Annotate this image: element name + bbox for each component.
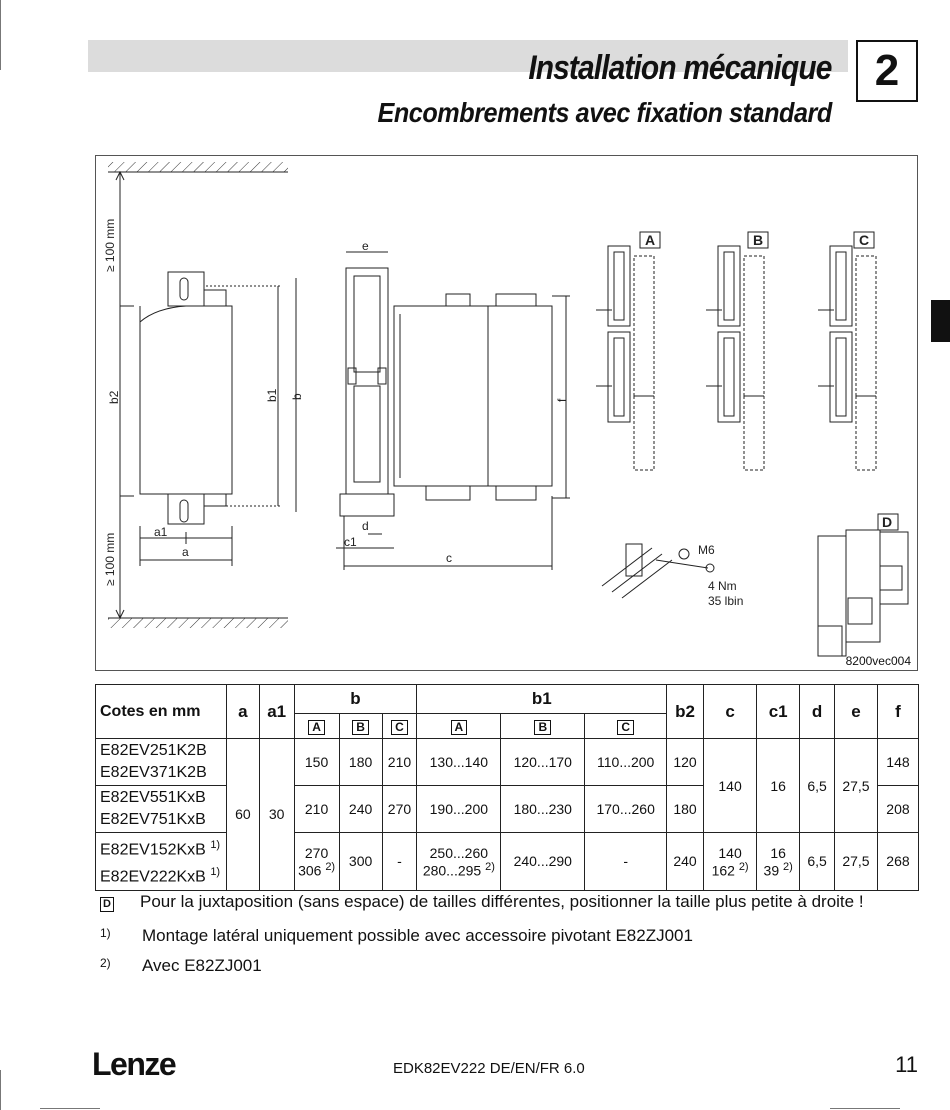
- cell-e: 27,5: [834, 739, 877, 833]
- cell-c1: 16 39 $^{2)}$: [757, 833, 800, 891]
- note-mark: 1): [100, 926, 111, 940]
- dim-e-label: e: [362, 239, 369, 253]
- model-name: E82EV371K2B: [100, 764, 207, 781]
- table-row: [96, 833, 919, 891]
- cell-b-C: 270: [382, 786, 417, 833]
- model-name: E82EV152KxB $^{1)}$: [100, 839, 221, 859]
- note-mark: 2): [100, 956, 111, 970]
- note-1: [100, 926, 693, 946]
- mounting-bracket-front: [346, 268, 388, 494]
- cell-b-B: 240: [339, 786, 382, 833]
- cell-c1: 16: [757, 739, 800, 833]
- table-header-row: [96, 685, 919, 714]
- variant-badge: B: [534, 720, 551, 735]
- variant-cell: [417, 714, 501, 739]
- col-header-c1: c1: [757, 685, 800, 739]
- col-header-b: b: [294, 685, 417, 714]
- document-id: EDK82EV222 DE/EN/FR 6.0: [393, 1060, 585, 1077]
- cell-b1-C: 110...200: [585, 739, 667, 786]
- cell-e: 27,5: [834, 833, 877, 891]
- clearance-bottom-label: ≥ 100 mm: [103, 532, 117, 586]
- juxtaposition-D: [818, 530, 908, 656]
- torque-lbin-label: 35 lbin: [708, 594, 744, 608]
- cell-b-B: 180: [339, 739, 382, 786]
- clip-detail-A: [596, 246, 654, 470]
- brand-logo: Lenze: [92, 1046, 176, 1082]
- cell-b1-B: 240...290: [501, 833, 585, 891]
- dim-d-label: d: [362, 519, 369, 533]
- page-title: Installation mécanique: [528, 49, 832, 87]
- cell-b2: 120: [667, 739, 704, 786]
- variant-cell: [585, 714, 667, 739]
- device-side-outline: [140, 306, 232, 494]
- variant-badge: C: [391, 720, 408, 735]
- dim-c-label: c: [446, 551, 452, 565]
- cell-b1-A: 130...140: [417, 739, 501, 786]
- dim-b1-label: b1: [265, 388, 279, 402]
- dim-a-label: a: [182, 545, 189, 559]
- cell-b-B: 300: [339, 833, 382, 891]
- col-header-a1: a1: [259, 685, 294, 739]
- figure-reference: 8200vec004: [845, 654, 911, 668]
- ceiling-hatch: [108, 162, 288, 172]
- cell-b-C: 210: [382, 739, 417, 786]
- variant-badge: A: [308, 720, 325, 735]
- label-C: C: [859, 232, 870, 248]
- model-name: E82EV751KxB: [100, 811, 206, 828]
- clip-detail-C: [818, 246, 876, 470]
- col-header-e: e: [834, 685, 877, 739]
- model-name: E82EV551KxB: [100, 789, 206, 806]
- dim-c1-label: c1: [344, 535, 357, 549]
- note-2: [100, 956, 262, 976]
- cell-b-A: 270 306 $^{2)}$: [294, 833, 339, 891]
- cell-b1-C: -: [585, 833, 667, 891]
- dim-b2-label: b2: [107, 390, 121, 404]
- cell-b1-C: 170...260: [585, 786, 667, 833]
- label-D: D: [882, 514, 893, 530]
- crop-mark: [0, 0, 1, 70]
- col-header-a: a: [227, 685, 260, 739]
- col-header-b1: b1: [417, 685, 667, 714]
- model-cell: [96, 786, 227, 833]
- cell-c: 140: [703, 739, 756, 833]
- label-A: A: [645, 232, 656, 248]
- cell-b-A: 150: [294, 739, 339, 786]
- cell-b2: 180: [667, 786, 704, 833]
- chapter-number: 2: [856, 40, 918, 102]
- page-subtitle: Encombrements avec fixation standard: [377, 97, 832, 128]
- cell-b2: 240: [667, 833, 704, 891]
- dimension-drawing: [95, 155, 918, 671]
- cell-f: 208: [877, 786, 918, 833]
- bracket-upper-slot: [354, 276, 380, 372]
- cell-a1: 30: [259, 739, 294, 891]
- torque-nm-label: 4 Nm: [708, 579, 737, 593]
- chapter-tab: [931, 300, 950, 342]
- note-mark-box: D: [100, 897, 114, 912]
- variant-cell: [382, 714, 417, 739]
- note-text: Avec E82ZJ001: [142, 956, 262, 975]
- note-text: Montage latéral uniquement possible avec accessoire pivotant E82ZJ001: [142, 926, 693, 945]
- col-header-c: c: [703, 685, 756, 739]
- cell-f: 148: [877, 739, 918, 786]
- dim-b-label: b: [290, 393, 304, 400]
- cell-d: 6,5: [800, 833, 835, 891]
- clip-detail-B: [706, 246, 764, 470]
- top-bracket: [168, 272, 204, 306]
- cell-b1-B: 120...170: [501, 739, 585, 786]
- model-name: E82EV251K2B: [100, 742, 207, 759]
- col-header-b2: b2: [667, 685, 704, 739]
- cell-b-C: -: [382, 833, 417, 891]
- crop-mark: [830, 1108, 900, 1109]
- variant-cell: [501, 714, 585, 739]
- screw-size-label: M6: [698, 543, 715, 557]
- clearance-top-label: ≥ 100 mm: [103, 218, 117, 272]
- variant-cell: [339, 714, 382, 739]
- crop-mark: [0, 1070, 1, 1110]
- variant-badge: B: [352, 720, 369, 735]
- page-number: 11: [895, 1052, 918, 1077]
- col-header-f: f: [877, 685, 918, 739]
- model-name: E82EV222KxB $^{1)}$: [100, 866, 221, 886]
- cell-a: 60: [227, 739, 260, 891]
- cell-b-A: 210: [294, 786, 339, 833]
- col-header-cotes: Cotes en mm: [96, 685, 227, 739]
- cell-b1-A: 250...260 280...295 $^{2)}$: [417, 833, 501, 891]
- dim-a1-label: a1: [154, 525, 168, 539]
- cell-c: 140 162 $^{2)}$: [703, 833, 756, 891]
- cell-d: 6,5: [800, 739, 835, 833]
- variant-cell: [294, 714, 339, 739]
- label-B: B: [753, 232, 764, 248]
- dimensions-table: [95, 684, 919, 891]
- dim-f-label: f: [555, 398, 569, 402]
- cell-b1-B: 180...230: [501, 786, 585, 833]
- crop-mark: [40, 1108, 100, 1109]
- model-cell: [96, 739, 227, 786]
- col-header-d: d: [800, 685, 835, 739]
- bottom-bracket: [168, 494, 204, 524]
- note-text: Pour la juxtaposition (sans espace) de tailles différentes, positionner la taille plus petite à droite !: [140, 892, 864, 911]
- bracket-lower-slot: [354, 386, 380, 482]
- device-front-outline: [394, 306, 552, 486]
- model-cell: [96, 833, 227, 891]
- cell-f: 268: [877, 833, 918, 891]
- note-D: [100, 892, 864, 912]
- table-row: [96, 739, 919, 786]
- drawing-canvas: [96, 156, 919, 672]
- floor-hatch: [108, 618, 288, 628]
- variant-badge: C: [617, 720, 634, 735]
- cell-b1-A: 190...200: [417, 786, 501, 833]
- variant-badge: A: [451, 720, 468, 735]
